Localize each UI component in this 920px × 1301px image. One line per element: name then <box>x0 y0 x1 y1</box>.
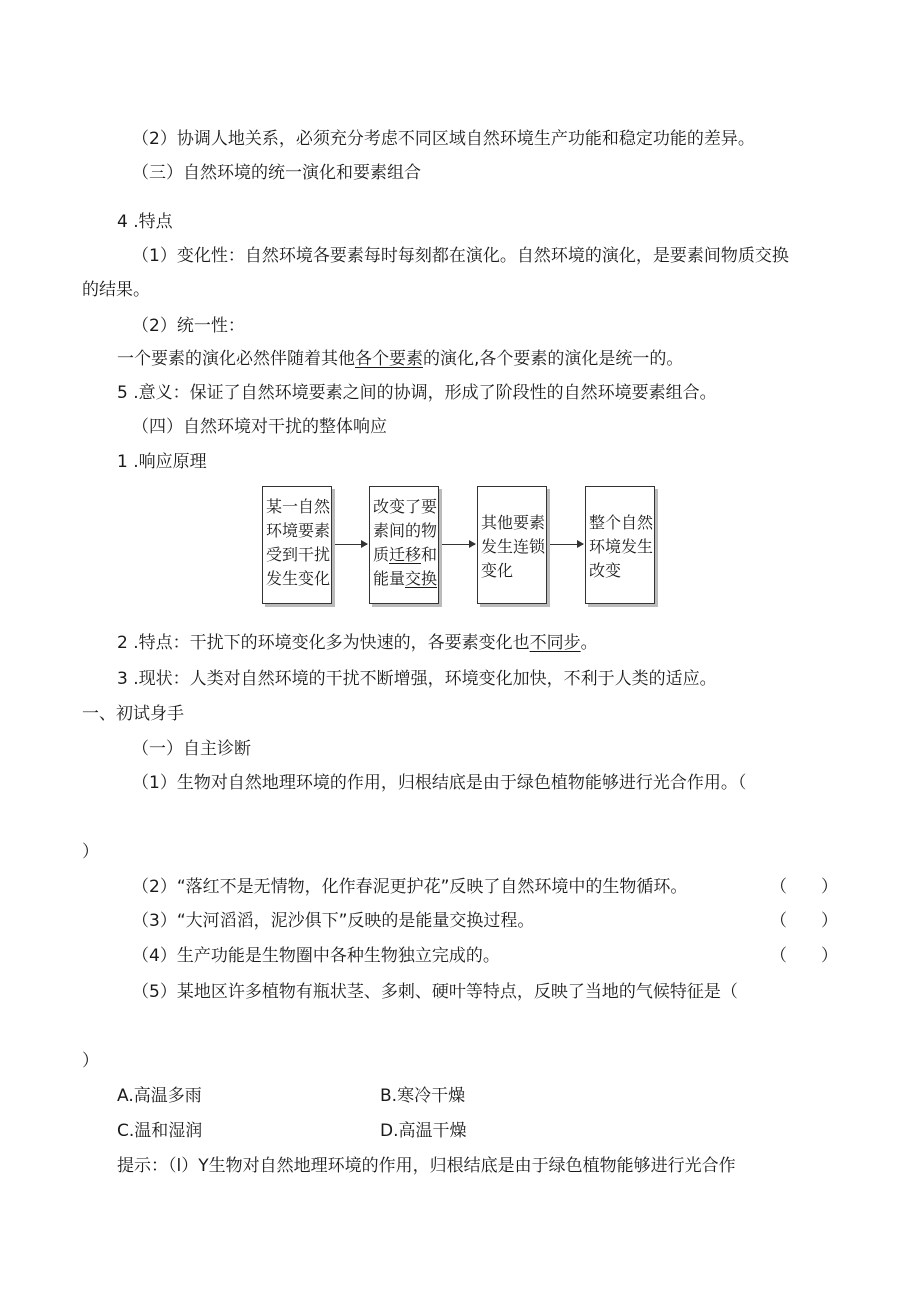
flow-box-2-line: 能量交换 <box>373 569 438 588</box>
question-2: （2）“落红不是无情物，化作春泥更护花”反映了自然环境中的生物循环。 <box>132 877 688 897</box>
question-1-close: ） <box>82 842 99 862</box>
flow-box-2-line: 素间的物 <box>373 521 438 540</box>
option-b[interactable]: B.寒冷干燥 <box>380 1086 466 1106</box>
question-5: （5）某地区许多植物有瓶状茎、多刺、硬叶等特点，反映了当地的气候特征是（ <box>132 982 738 1002</box>
flow-box-1-line: 受到干扰 <box>266 545 331 564</box>
section-title-4: （四）自然环境对干扰的整体响应 <box>132 417 387 437</box>
option-a[interactable]: A.高温多雨 <box>117 1086 202 1106</box>
unity-line <box>117 348 683 370</box>
flow-box-3 <box>477 486 547 604</box>
flow-box-1-line: 环境要素 <box>266 521 331 540</box>
flow-box-4-line: 改变 <box>589 561 622 580</box>
answer-blank[interactable]: （ ） <box>770 877 838 897</box>
unity-underlined: 各个要素 <box>355 349 423 369</box>
change-line-b: 的结果。 <box>82 280 150 300</box>
question-5-close: ） <box>82 1051 99 1071</box>
question-4: （4）生产功能是生物圈中各种生物独立完成的。 <box>132 946 500 966</box>
flow-box-2 <box>369 486 439 604</box>
section-title-3: （三）自然环境的统一演化和要素组合 <box>132 163 421 183</box>
flow-box-4 <box>585 486 655 604</box>
option-d[interactable]: D.高温干燥 <box>380 1121 467 1141</box>
unity-pre: 一个要素的演化必然伴随着其他 <box>117 349 355 369</box>
option-c[interactable]: C.温和湿润 <box>117 1121 203 1141</box>
question-3: （3）“大河滔滔，泥沙俱下”反映的是能量交换过程。 <box>132 911 535 931</box>
answer-blank[interactable]: （ ） <box>770 946 838 966</box>
line-coordinate: （2）协调人地关系，必须充分考虑不同区域自然环境生产功能和稳定功能的差异。 <box>132 129 755 149</box>
flow-arrow-1 <box>335 544 367 545</box>
item-2: 2 .特点：干扰下的环境变化多为快速的，各要素变化也不同步。 <box>117 633 598 653</box>
flow-box-4-line: 环境发生 <box>589 537 654 556</box>
flow-arrow-3 <box>550 544 583 545</box>
item-2-underlined: 不同步 <box>529 633 581 653</box>
part-1-heading: 一、初试身手 <box>82 704 184 724</box>
question-1: （1）生物对自然地理环境的作用，归根结底是由于绿色植物能够进行光合作用。（ <box>132 773 747 793</box>
item-1: 1 .响应原理 <box>117 452 207 472</box>
change-line-a: （1）变化性：自然环境各要素每时每刻都在演化。自然环境的演化，是要素间物质交换 <box>132 246 789 266</box>
hint-line: 提示：（l）Y生物对自然地理环境的作用，归根结底是由于绿色植物能够进行光合作 <box>117 1156 736 1176</box>
unity-post: 的演化,各个要素的演化是统一的。 <box>423 349 684 369</box>
flow-box-2-line: 改变了要 <box>373 497 438 516</box>
answer-blank[interactable]: （ ） <box>770 911 838 931</box>
flow-box-1 <box>262 486 332 604</box>
flow-arrow-2 <box>442 544 475 545</box>
flow-box-3-line: 发生连锁 <box>481 537 546 556</box>
unity-title: （2）统一性： <box>132 316 245 336</box>
flow-box-3-line: 变化 <box>481 561 514 580</box>
item-3: 3 .现状：人类对自然环境的干扰不断增强，环境变化加快，不利于人类的适应。 <box>117 669 717 689</box>
item-4: 4 .特点 <box>117 212 173 232</box>
flow-box-3-line: 其他要素 <box>481 513 546 532</box>
self-diagnosis-title: （一）自主诊断 <box>132 739 251 759</box>
flow-box-1-line: 发生变化 <box>266 569 331 588</box>
flow-box-2-line: 质迁移和 <box>373 545 438 564</box>
response-flowchart <box>262 486 658 610</box>
flow-box-4-line: 整个自然 <box>589 513 654 532</box>
item-5: 5 .意义：保证了自然环境要素之间的协调，形成了阶段性的自然环境要素组合。 <box>117 383 717 403</box>
flow-box-1-line: 某一自然 <box>266 497 331 516</box>
